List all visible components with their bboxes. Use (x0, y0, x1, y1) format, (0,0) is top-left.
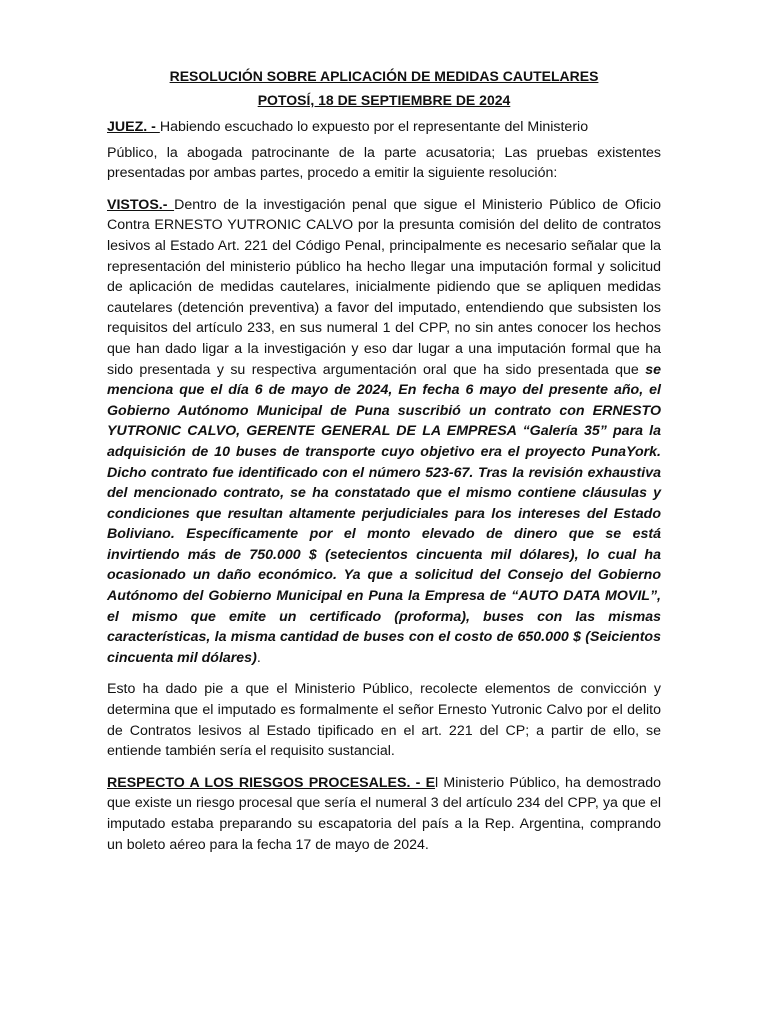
vistos-text: Dentro de la investigación penal que sigue el Ministerio Público de Oficio Contra ERNESTO YUTRONIC CALVO por la presunta comisión del delito de contratos lesivos al Estado Art. 221 del Código Penal, principalmente es necesario señalar que la representación del ministerio público ha hecho llegar una imputación formal y solicitud de aplicación de medidas cautelares, inicialmente pidiendo que se apliquen medidas cautelares (detención preventiva) a favor del imputado, entendiendo que subsisten los requisitos del artículo 233, en sus numeral 1 del CPP, no sin antes conocer los hechos que han dado ligar a la investigación y eso dar lugar a una imputación formal que ha sido presentada y su respectiva argumentación oral que ha sido presentada que (107, 196, 661, 378)
vistos-emphasis: se menciona que el día 6 de mayo de 2024, En fecha 6 mayo del presente año, el Gobierno Autónomo Municipal de Puna suscribió un contrato con ERNESTO YUTRONIC CALVO, GERENTE GENERAL DE LA EMPRESA “Galería 35” para la adquisición de 10 buses de transporte cuyo objetivo era el proyecto PunaYork. Dicho contrato fue identificado con el número 523-67. Tras la revisión exhaustiva del mencionado contrato, se ha constatado que el mismo contiene cláusulas y condiciones que resultan altamente perjudiciales para los intereses del Estado Boliviano. Específicamente por el monto elevado de dinero que se está invirtiendo más de 750.000 $ (setecientos cincuenta mil dólares), lo cual ha ocasionado un daño económico. Ya que a solicitud del Consejo del Gobierno Autónomo del Gobierno Municipal en Puna la Empresa de “AUTO DATA MOVIL”, el mismo que emite un certificado (proforma), buses con las mismas características, la misma cantidad de buses con el costo de 650.000 $ (Seicientos cincuenta mil dólares) (107, 361, 661, 666)
juez-paragraph (107, 117, 661, 138)
vistos-end: . (256, 649, 261, 666)
vistos-paragraph (107, 195, 661, 669)
riesgos-paragraph (107, 773, 661, 855)
riesgos-label: RESPECTO A LOS RIESGOS PROCESALES. - E (107, 774, 436, 791)
document-title: RESOLUCIÓN SOBRE APLICACIÓN DE MEDIDAS CAUTELARES (169, 68, 599, 84)
publico-paragraph: Público, la abogada patrocinante de la parte acusatoria; Las pruebas existentes presentadas por ambas partes, procedo a emitir la siguiente resolución: (107, 144, 661, 182)
riesgos-text: l Ministerio Público, ha demostrado que existe un riesgo procesal que sería el numeral 3 del artículo 234 del CPP, ya que el imputado estaba preparando su escapatoria del país a la Rep. Argentina, comprando un boleto aéreo para la fecha 17 de mayo de 2024. (107, 774, 661, 853)
vistos-label: VISTOS.- (107, 196, 175, 213)
place-date: POTOSÍ, 18 DE SEPTIEMBRE DE 2024 (257, 92, 511, 108)
juez-label: JUEZ. - (107, 119, 160, 135)
esto-paragraph: Esto ha dado pie a que el Ministerio Público, recolecte elementos de convicción y determina que el imputado es formalmente el señor Ernesto Yutronic Calvo por el delito de Contratos lesivos al Estado tipificado en el art. 221 del CP; a partir de ello, se entiende también sería el requisito sustancial. (107, 681, 661, 760)
juez-text: Habiendo escuchado lo expuesto por el representante del Ministerio (159, 119, 589, 135)
